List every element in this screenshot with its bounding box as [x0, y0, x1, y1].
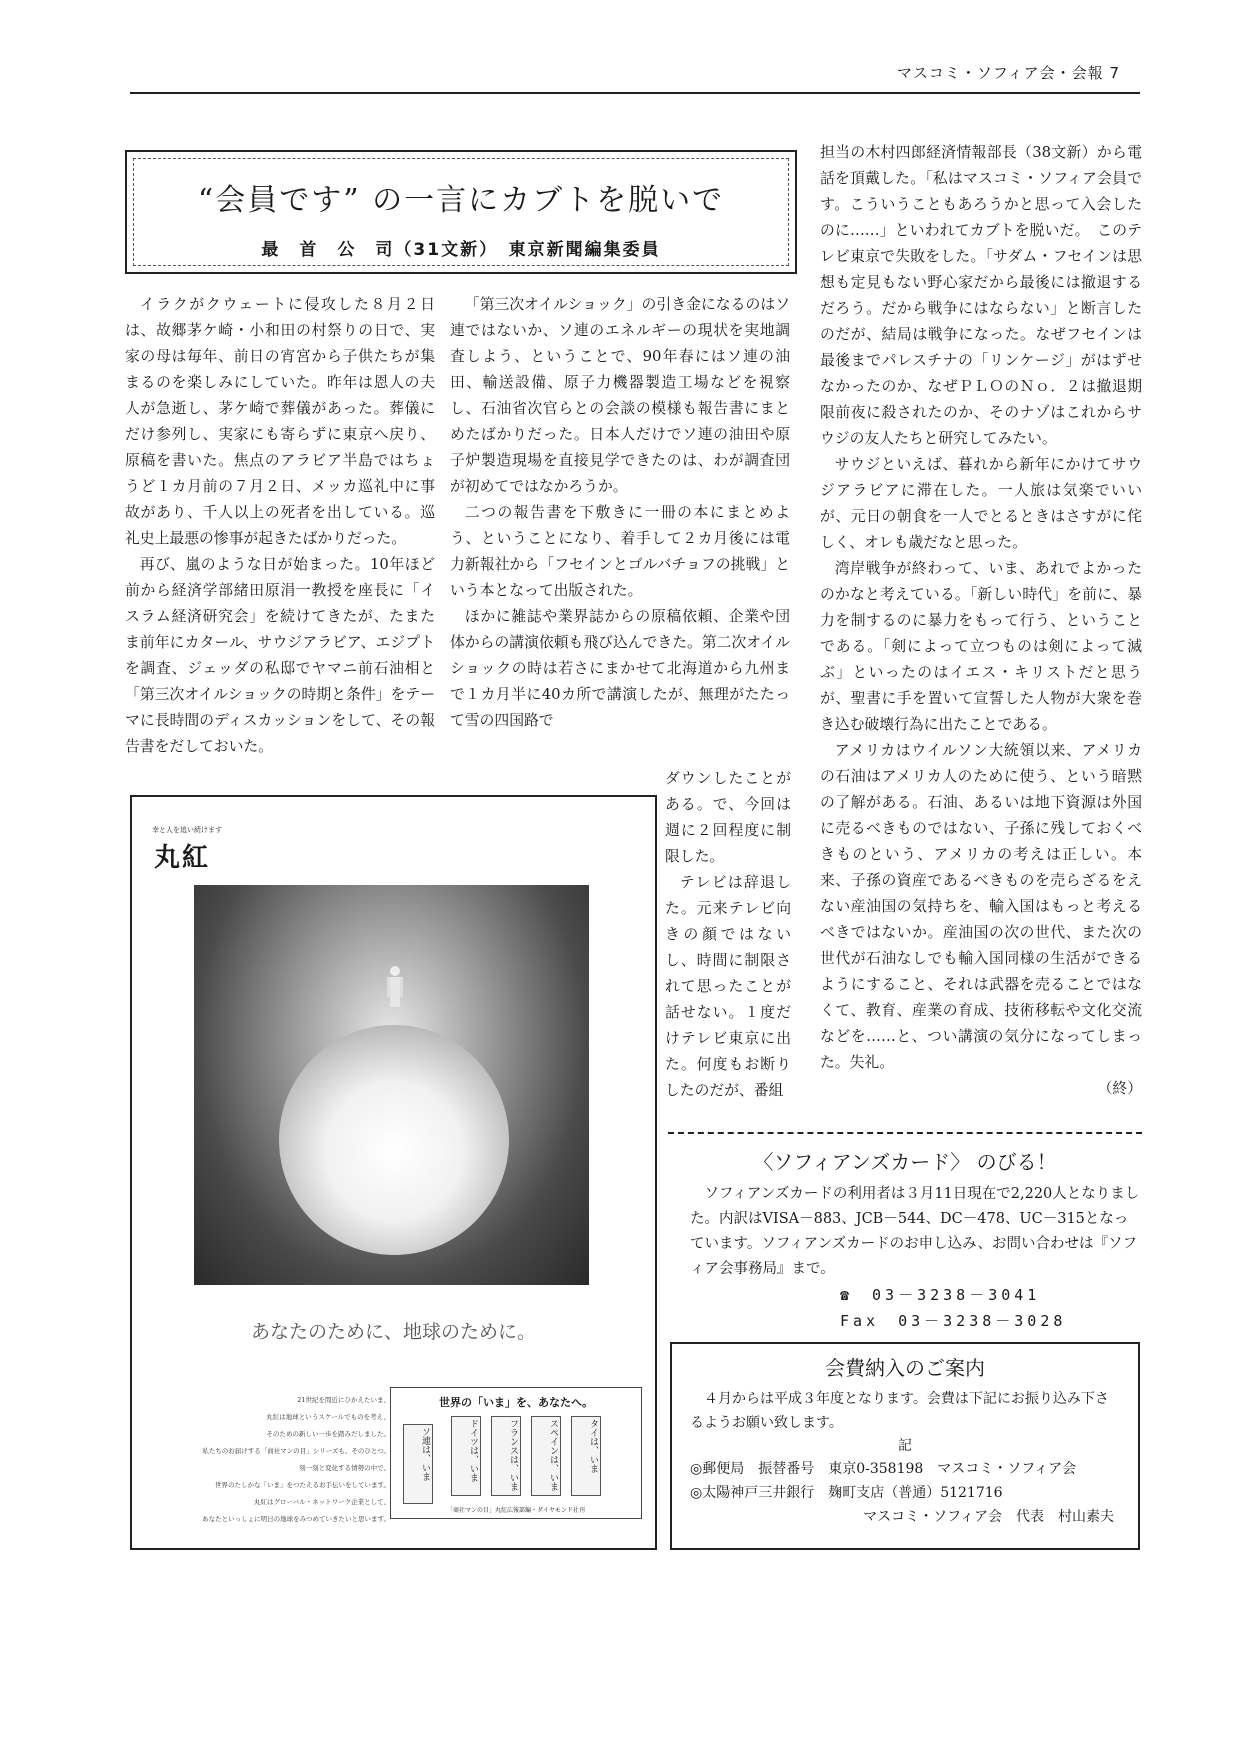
- book-cover: フランスは、いま: [491, 1416, 521, 1496]
- paragraph: 担当の木村四郎経済情報部長（38文新）から電話を頂戴した。「私はマスコミ・ソフィア会員です。こういうこともあろうかと思って入会したのに……」といわれてカブトを脱いだ。 このテレビ東京で失敗をした。「サダム・フセインは思想も定見もない野心家だから最後には撤退するだろう。だから戦争にはならない」と断言したのだが、結局は戦争になった。なぜフセインは最後までパレスチナの「リンケージ」がはずせなかったのか、なぜＰＬＯのＮｏ．２は撤退期限前夜に殺されたのか、そのナゾはこれからサウジの友人たちと研究してみたい。: [820, 144, 1142, 447]
- book-series-caption: 「商社マンの目」丸紅広報部編・ダイヤモンド社刊: [447, 1507, 585, 1514]
- article-byline: 最 首 公 司（31文新） 東京新聞編集委員: [261, 240, 661, 260]
- ad-copy-line: そのための新しい一歩を踏みだしました。: [266, 1430, 390, 1438]
- fee-ki: 記: [898, 1438, 912, 1454]
- ad-copy: [160, 1392, 390, 1528]
- article-column-3: [820, 140, 1142, 1102]
- paragraph: サウジといえば、暮れから新年にかけてサウジアラビアに滞在した。一人旅は気楽でいいが、元日の朝食を一人でとるときはさすがに侘しく、オレも歳だなと思った。: [820, 456, 1142, 551]
- article-column-2: [450, 292, 790, 734]
- card-notice-title: 〈ソフィアンズカード〉 のびる！: [753, 1150, 1057, 1174]
- paragraph: 「第三次オイルショック」の引き金になるのはソ連ではないか、ソ連のエネルギーの現状を実地調査しよう、ということで、90年春にはソ連の油田、輸送設備、原子力機器製造工場などを視察し、石油省次官らとの会談の模様も報告書にまとめたばかりだった。日本人だけでソ連の油田や原子炉製造現場を直接見学できたのは、わが調査団が初めてではなかろうか。: [450, 296, 790, 495]
- phone-number: ☎ 03－3238－3041: [840, 1286, 1041, 1304]
- fee-signature: マスコミ・ソフィア会 代表 村山素夫: [863, 1509, 1114, 1525]
- book-cover: スペインは、いま: [531, 1416, 561, 1496]
- ad-copy-line: 丸紅はグローバル・ネットワーク企業として、: [253, 1498, 390, 1506]
- ad-copy-line: 刻一刻と変化する情勢の中で、: [299, 1464, 390, 1472]
- title-frame: [133, 158, 789, 266]
- page-header: [130, 62, 1140, 94]
- ad-tagline: 幸と人を追い続けます: [152, 826, 222, 834]
- header-text: マスコミ・ソフィア会・会報 7: [896, 64, 1120, 82]
- paragraph: テレビは辞退した。元来テレビ向きの顔ではないし、時間に制限されて思ったことが話せない。１度だけテレビ東京に出た。何度もお断りしたのだが、番組: [665, 874, 791, 1099]
- article-column-1: [125, 292, 435, 760]
- book-series-image: [390, 1387, 642, 1519]
- contact-numbers: [840, 1282, 1066, 1334]
- end-mark: （終）: [1097, 1080, 1142, 1097]
- paragraph: アメリカはウイルソン大統領以来、アメリカの石油はアメリカ人のために使う、という暗黙の了解がある。石油、あるいは地下資源は外国に売るべきものではない、子孫に残しておくべきものという、アメリカの考えは正しい。本来、子孫の資産であるべきものを売らざるをえない産油国の気持ちを、輸入国はもっと考えるべきではないか。産油国の次の世代、また次の世代が石油なしでも輸入国同様の生活ができるようにすること、それは武器を売ることではなくて、教育、産業の育成、技術移転や文化交流などを……と、つい講演の気分になってしまった。失礼。: [820, 742, 1142, 1071]
- fax-number: Fax 03－3238－3028: [840, 1312, 1067, 1330]
- paragraph: ほかに雑誌や業界誌からの原稿依頼、企業や団体からの講演依頼も飛び込んできた。第二次オイルショックの時は若さにまかせて北海道から九州まで１カ月半に40カ所で講演したが、無理がたたって雪の四国路で: [450, 608, 790, 729]
- earth-photo: [194, 885, 589, 1285]
- postal-transfer-line: ◎郵便局 振替番号 東京0-358198 マスコミ・ソフィア会: [690, 1461, 1077, 1477]
- bank-account-line: ◎太陽神戸三井銀行 麹町支店（普通）5121716: [690, 1485, 1003, 1501]
- article-title-box: [125, 150, 797, 274]
- ad-copy-line: 世界のたしかな「いま」をつたえるお手伝いをしています。: [215, 1481, 390, 1489]
- paragraph: 湾岸戦争が終わって、いま、あれでよかったのかなと考えている。「新しい時代」を前に、暴力を制するのに暴力をもって行う、ということである。「剣によって立つものは剣によって滅ぶ」といったのはイエス・キリストだと思うが、聖書に手を置いて宣誓した人物が大衆を巻き込む破壊行為に出たことである。: [820, 560, 1142, 733]
- book-cover: タイは、いま: [571, 1416, 601, 1496]
- book-cover: ドイツは、いま: [451, 1416, 481, 1496]
- paragraph: ダウンしたことがある。で、今回は週に２回程度に制限した。: [665, 770, 791, 865]
- book-cover: ソ連は、いま: [403, 1424, 433, 1504]
- figure-silhouette-icon: [384, 963, 406, 1023]
- ad-logo: 丸紅: [154, 843, 211, 873]
- paragraph: 再び、嵐のような日が始まった。10年ほど前から経済学部緒田原涓一教授を座長に「イスラム経済研究会」を続けてきたが、たまたま前年にカタール、サウジアラビア、エジプトを調査、ジェッダの私邸でヤマニ前石油相と「第三次オイルショックの時期と条件」をテーマに長時間のディスカッションをして、その報告書をだしておいた。: [125, 556, 435, 755]
- paragraph: ソフィアンズカードの利用者は３月11日現在で2,220人となりました。内訳はVISA－883、JCB－544、DC－478、UC－315となっています。ソフィアンズカードのお申し込み、お問い合わせは『ソフィア会事務局』まで。: [690, 1186, 1140, 1277]
- marubeni-advertisement: [130, 795, 657, 1550]
- ad-copy-line: 丸紅は地球というスケールでものを考え、: [266, 1413, 390, 1421]
- ad-copy-line: あなたといっしょに明日の地球をみつめていきたいと思います。: [202, 1515, 390, 1523]
- paragraph: イラクがクウェートに侵攻した８月２日は、故郷茅ケ崎・小和田の村祭りの日で、実家の母は毎年、前日の宵宮から子供たちが集まるのを楽しみにしていた。昨年は恩人の夫人が急逝し、茅ケ崎で葬儀があった。葬儀にだけ参列し、実家にも寄らずに東京へ戻り、原稿を書いた。焦点のアラビア半島ではちょうど１カ月前の７月２日、メッカ巡礼中に事故があり、千人以上の死者を出している。巡礼史上最悪の惨事が起きたばかりだった。: [125, 296, 435, 547]
- ad-slogan: あなたのために、地球のために。: [250, 1321, 536, 1343]
- paragraph: 二つの報告書を下敷きに一冊の本にまとめよう、ということになり、着手して２カ月後には電力新報社から「フセインとゴルバチョフの挑戦」という本となって出版された。: [450, 504, 790, 599]
- ad-copy-line: 私たちのお届けする「商社マンの目」シリーズも、そのひとつ。: [202, 1447, 390, 1455]
- ad-copy-line: 21世紀を間近にひかえたいま、: [297, 1396, 390, 1404]
- globe-image: [279, 1025, 509, 1255]
- book-series-heading: 世界の「いま」を、あなたへ。: [439, 1396, 593, 1409]
- fee-title: 会費納入のご案内: [825, 1356, 985, 1380]
- membership-fee-box: [670, 1342, 1140, 1550]
- article-column-2-continued: [665, 766, 791, 1104]
- article-title: “会員です” の一言にカブトを脱いで: [197, 183, 725, 218]
- card-notice-body: [690, 1182, 1142, 1282]
- fee-body: ４月からは平成３年度となります。会費は下記にお振り込み下さるようお願い致します。: [690, 1391, 1109, 1431]
- notice-divider: [668, 1132, 1142, 1134]
